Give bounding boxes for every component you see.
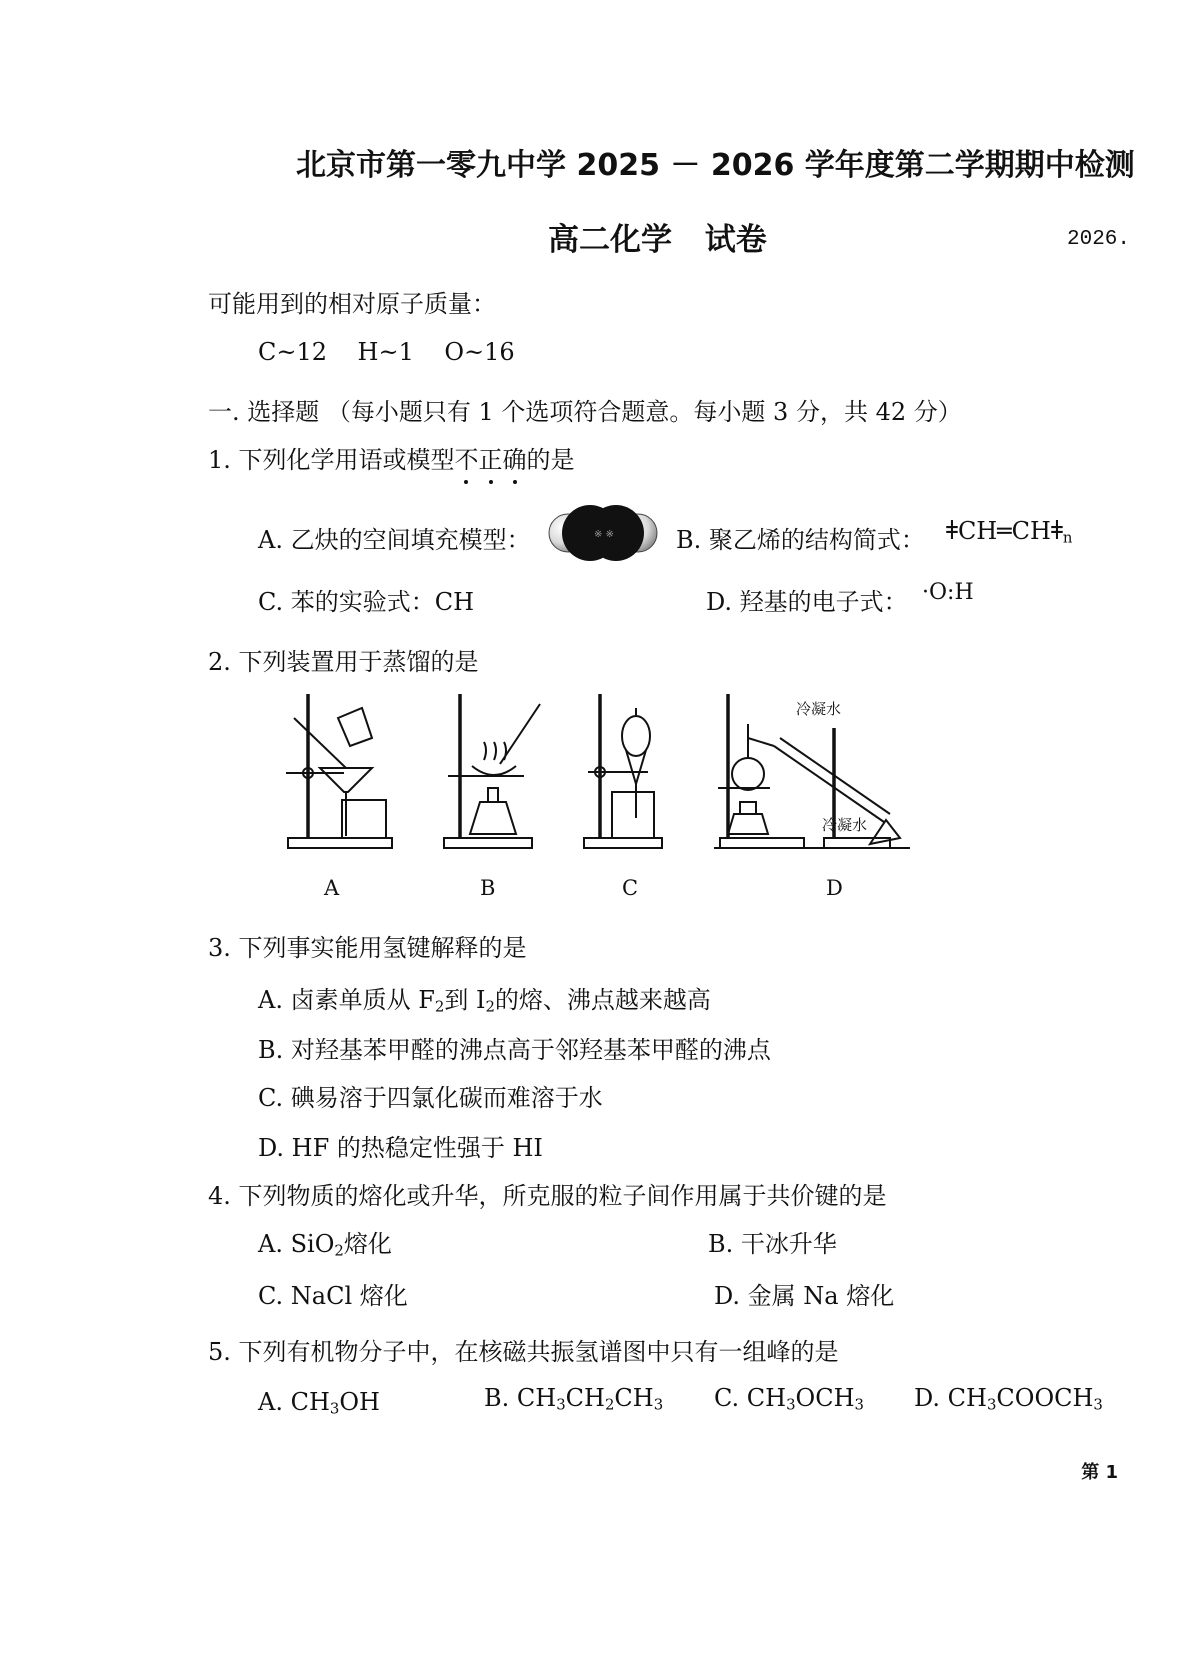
apparatus-c-separatory-funnel [584,694,662,848]
q1-stem-suffix: 的是 [526,446,575,474]
q3-option-b: B. 对羟基苯甲醛的沸点高于邻羟基苯甲醛的沸点 [258,1036,771,1064]
q3-option-d: D. HF 的热稳定性强于 HI [258,1134,543,1162]
polyethylene-unit: CH═CH [957,517,1051,545]
exam-title: 北京市第一零九中学 2025 － 2026 学年度第二学期期中检测 [296,148,1135,183]
apparatus-label-a: A [324,876,340,900]
q1-stem [208,440,575,475]
q4-stem: 4. 下列物质的熔化或升华，所克服的粒子间作用属于共价键的是 [208,1182,887,1210]
apparatus-a-filtration [286,694,392,848]
q4-option-b: B. 干冰升华 [708,1230,837,1258]
q3-stem: 3. 下列事实能用氢键解释的是 [208,934,527,962]
apparatus-label-b: B [480,876,496,900]
cooling-water-bottom-label: 冷凝水 [822,816,868,834]
polyethylene-n: n [1062,528,1073,547]
q1-option-c: C. 苯的实验式：CH [258,588,475,616]
q5-stem: 5. 下列有机物分子中，在核磁共振氢谱图中只有一组峰的是 [208,1338,839,1366]
apparatus-label-d: D [826,876,843,900]
q5-option-d: D. $CH_3COOCH_3$ [914,1384,1103,1414]
exam-subtitle: 高二化学 试卷 [548,222,767,258]
svg-text:※ ※: ※ ※ [594,529,614,540]
q4-option-c: C. NaCl 熔化 [258,1282,408,1310]
hydroxyl-electron-formula: ·O:H [922,580,974,605]
q5-option-b: B. $CH_3CH_2CH_3$ [484,1384,664,1414]
apparatus-d-distillation [714,694,910,848]
q2-apparatus-figure [284,688,964,868]
atomic-mass-label: 可能用到的相对原子质量： [208,290,496,318]
q3-option-c: C. 碘易溶于四氯化碳而难溶于水 [258,1084,603,1112]
apparatus-b-evaporation [444,694,540,848]
q3-option-a: A. 卤素单质从 $F_2$到 $I_2$的熔、沸点越来越高 [258,986,711,1016]
section-heading: 一. 选择题 （每小题只有 1 个选项符合题意。每小题 3 分，共 42 分） [208,398,962,426]
q1-stem-prefix: 1. 下列化学用语或模型 [208,446,455,474]
q5-option-a: A. $CH_3OH$ [258,1388,380,1418]
q1-option-a: A. 乙炔的空间填充模型： [258,526,531,554]
q4-option-d: D. 金属 Na 熔化 [714,1282,895,1310]
polyethylene-formula: $ǂCH═CHǂ_n$ [946,516,1073,547]
apparatus-label-c: C [622,876,639,900]
acetylene-space-filling-model [548,500,658,566]
atomic-mass-values: C~12 H~1 O~16 [258,338,515,366]
q5-option-c: C. $CH_3OCH_3$ [714,1384,864,1414]
q2-stem: 2. 下列装置用于蒸馏的是 [208,648,479,676]
q1-emph-text: 不正确 [454,446,527,474]
exam-date: 2026. [1066,228,1130,251]
q1-stem-emphasis [455,446,527,474]
q1-option-b: B. 聚乙烯的结构简式： [676,526,925,554]
page-number-fragment: 第 1 [1081,1462,1118,1483]
cooling-water-top-label: 冷凝水 [796,700,842,718]
q1-option-d: D. 羟基的电子式： [706,588,908,616]
q4-option-a: A. SiO$_2$熔化 [258,1230,392,1260]
